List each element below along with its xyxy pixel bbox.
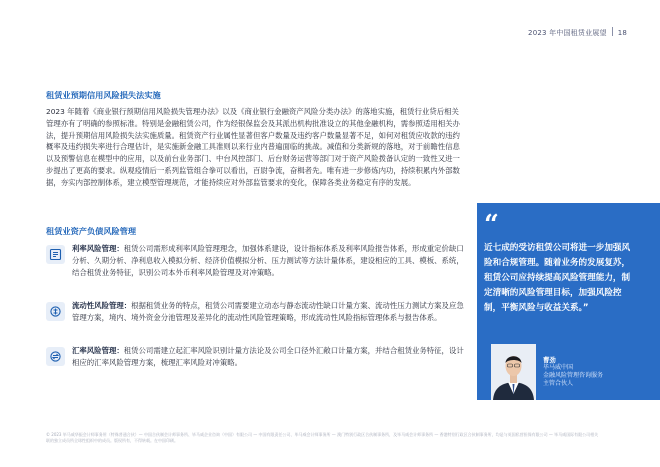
list-item-text [72, 300, 464, 324]
item-label: 汇率风险管理： [72, 346, 124, 355]
section-title-ecl: 租赁业预期信用风险损失法实施 [46, 90, 161, 100]
person-department: 金融风险管理咨询服务 [543, 372, 604, 379]
person-company: 毕马威中国 [543, 364, 574, 371]
person-role: 主管合伙人 [543, 380, 574, 387]
page-header [528, 27, 627, 38]
page-number: 18 [617, 29, 627, 37]
exchange-rate-icon [46, 347, 65, 366]
item-body: 租赁公司需建立起汇率风险识别计量方法论及公司全口径外汇敞口计量方案，并结合租赁业务特征，设计相应的汇率风险管理方案，梳理汇率风险对冲策略。 [72, 346, 464, 367]
list-item-text [72, 345, 464, 369]
quote-panel [477, 203, 660, 400]
liquidity-icon [46, 302, 65, 321]
person-name: 曹劲 [543, 356, 556, 364]
item-body: 根据租赁业务的特点，租赁公司需要建立动态与静态流动性缺口计量方案、流动性压力测试方案及应急管理方案，境内、境外资金分池管理及差异化的流动性风险管理策略，形成流动性风险指标管理体系与报告体系。 [72, 301, 464, 322]
avatar [491, 344, 536, 400]
list-item-liquidity [46, 300, 464, 324]
item-label: 流动性风险管理： [72, 301, 132, 310]
list-item-interest-rate [46, 243, 464, 278]
item-label: 利率风险管理： [72, 244, 124, 253]
section-title-alm: 租赁业资产负债风险管理 [46, 226, 137, 236]
header-divider [612, 27, 613, 36]
item-body: 租赁公司需形成利率风险管理理念，加强体系建设，设计指标体系及利率风险报告体系，形成重定价缺口分析、久期分析、净利息收入模拟分析、经济价值模拟分析、压力测试等方法计量体系，建设相应的工具、模板、系统，结合租赁业务特征，识别公司本外币利率风险管理及对冲策略。 [72, 244, 464, 277]
quote-mark-icon: “ [484, 210, 499, 240]
section-paragraph-ecl: 2023 年随着《商业银行预期信用风险损失管理办法》以及《商业银行金融资产风险分类办法》的落地实施，租赁行业贷后相关管理亦有了明确的参照标准。特别是金融租赁公司，作为经银保监会及其派出机构批准设立的其他金融机构，需参照适用相关办法，提升预期信用风险损失法实施质量。租赁资产行业属性显著但客户数量及违约客户数量显著不足，如何对租赁应收款的违约概率及违约损失率进行合理估计，是实施新金融工具准则以来行业内普遍面临的挑战。减值和分类新规的落地，对于前瞻性信息以及预警信息在模型中的应用，以及前台业务部门、中台风控部门、后台财务运营等部门对于资产风险拨备认定的一致性又进一步提出了更高的要求。纵观疫情后一系列监管组合拳可以看出，百尉争流，奋楫者先。唯有进一步修炼内功，持续积累内外部数据，夯实内部控制体系，建立模型管理规范，才能持续应对外部监管要求的变化，保障各类业务稳定有序的发展。 [46, 107, 460, 187]
list-item-exchange-rate [46, 345, 464, 369]
interest-rate-icon [46, 245, 65, 264]
copyright-footer: © 2023 毕马威华振会计师事务所（特殊普通合伙）— 中国合伙制会计师事务所、毕马威企业咨询（中国）有限公司 — 中国有限责任公司、毕马威会计师事务所 — 澳门特别行政区合伙制事务所，及毕马威会计师事务所 — 香港特别行政区合伙制事务所，均是与英国私营担保有限公司 — 毕马威国际有限公司相关联的独立成员所全球性组织中的成员。版权所有，不得转载。在中国印刷。 [46, 432, 599, 443]
list-item-text [72, 243, 464, 278]
quote-text: 近七成的受访租赁公司将进一步加强风险和合规管理。随着业务的发展复苏，租赁公司应持续提高风险管理能力，制定清晰的风险管理目标，加强风险控制，平衡风险与收益关系。” [484, 243, 631, 313]
report-title: 2023 年中国租赁业展望 [528, 29, 607, 37]
